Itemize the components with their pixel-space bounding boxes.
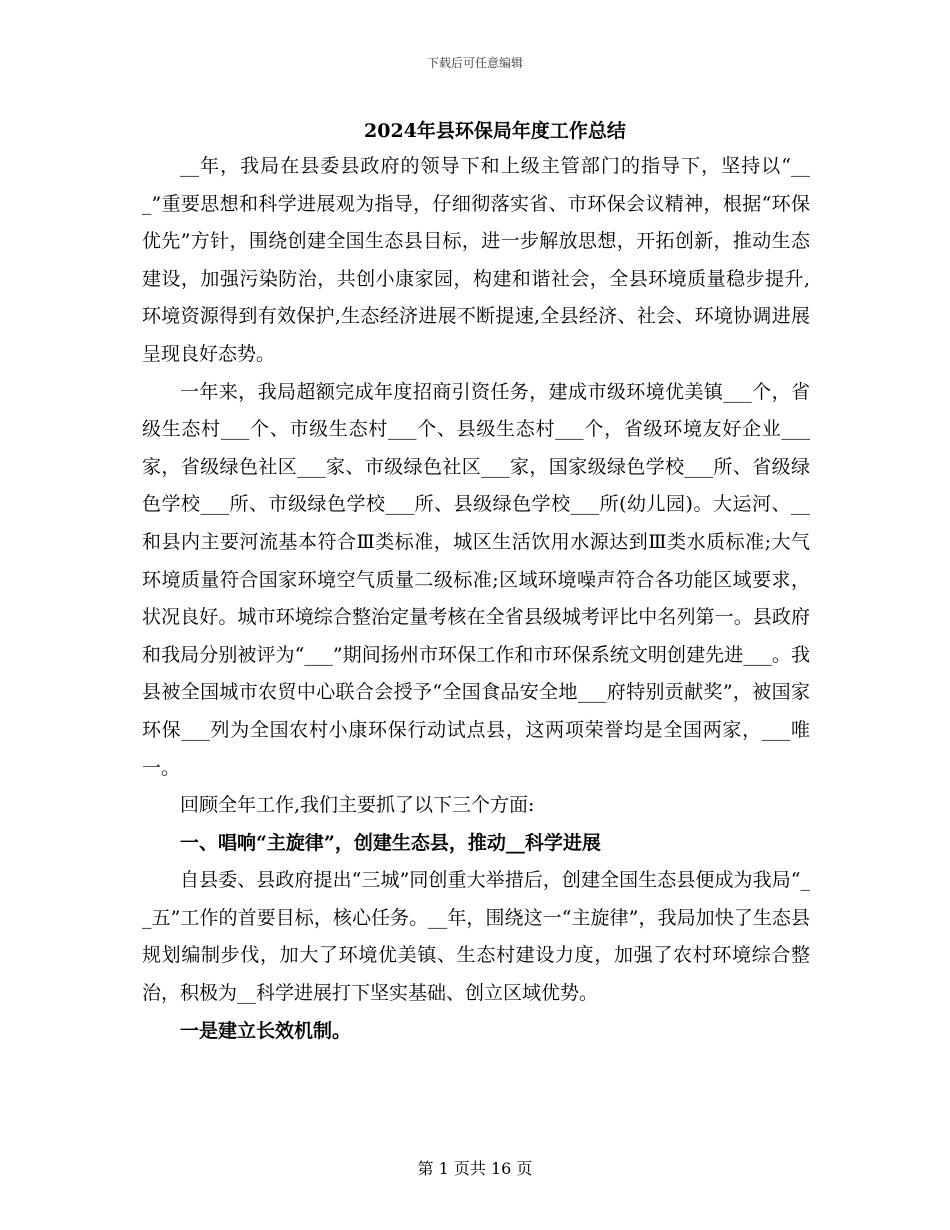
subheading-1: 一是建立长效机制。 [180,1019,352,1042]
document-body [142,148,810,1050]
section-heading-1: 一、唱响“主旋律”，创建生态县，推动__科学进展 [180,831,601,854]
document-title: 2024年县环保局年度工作总结 [364,120,626,142]
paragraph-intro: __年，我局在县委县政府的领导下和上级主管部门的指导下，坚持以“___”重要思想和科学进展观为指导，仔细彻落实省、市环保会议精神，根据“环保优先”方针，围绕创建全国生态县目标，进一步解放思想，开拓创新，推动生态建设，加强污染防治，共创小康家园，构建和谐社会，全县环境质量稳步提升,环境资源得到有效保护,生态经济进展不断提速,全县经济、社会、环境协调进展呈现良好态势。 [142,155,810,365]
paragraph-review: 回顾全年工作,我们主要抓了以下三个方面: [180,794,535,817]
paragraph-section-1: 自县委、县政府提出“三城”同创重大举措后，创建全国生态县便成为我局“__五”工作的首要目标，核心任务。__年，围绕这一“主旋律”，我局加快了生态县规划编制步伐，加大了环境优美镇、生态村建设力度，加强了农村环境综合整治，积极为__科学进展打下坚实基础、创立区域优势。 [142,869,810,1005]
page-footer: 第 1 页共 16 页 [417,1159,533,1178]
page-header: 下载后可任意编辑 [426,56,523,70]
paragraph-achievements: 一年来，我局超额完成年度招商引资任务，建成市级环境优美镇___个，省级生态村___个、市级生态村___个、县级生态村___个，省级环境友好企业___家，省级绿色社区___家、市级绿色社区___家，国家级绿色学校___所、省级绿色学校___所、市级绿色学校___所、县级绿色学校___所(幼儿园)。大运河、__和县内主要河流基本符合Ⅲ类标准，城区生活饮用水源达到Ⅲ类水质标准;大气环境质量符合国家环境空气质量二级标准;区域环境噪声符合各功能区域要求，状况良好。城市环境综合整治定量考核在全省县级城考评比中名列第一。县政府和我局分别被评为“___”期间扬州市环保工作和市环保系统文明创建先进___。我县被全国城市农贸中心联合会授予“全国食品安全地___府特别贡献奖”，被国家环保___列为全国农村小康环保行动试点县，这两项荣誉均是全国两家，___唯一。 [142,380,810,779]
